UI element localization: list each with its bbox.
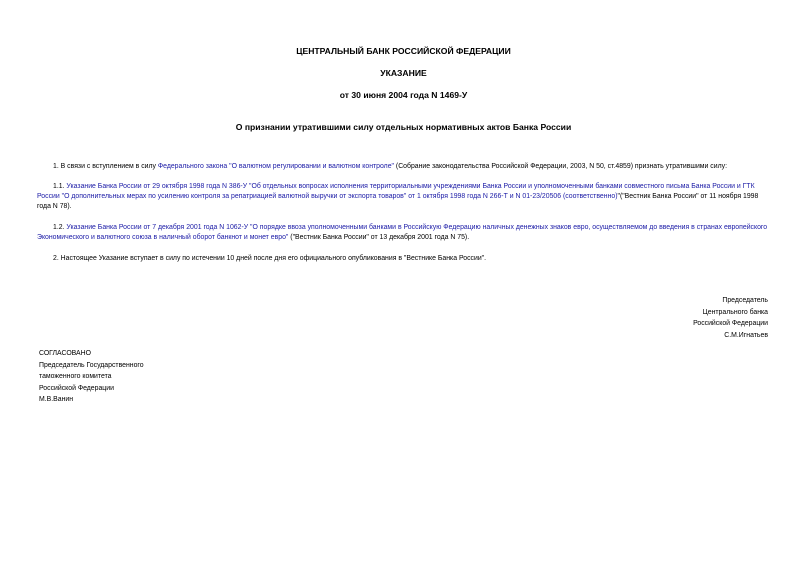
signature-position: Председатель [722, 297, 768, 304]
directive-386-link[interactable]: Указание Банка России от 29 октября 1998 года N 386-У "Об отдельных вопросах исполнения территориальными учреждениями Банка России и уполномоченными банками совместного письма Банка России и ГТК России "О дополнительных мерах по усилению контроля за репатриацией валютной выручки от экспорта товаров" от 1 октября 1998 года N 266-Т и N 01-23/20506 (соответственно) [37, 183, 755, 201]
paragraph-2: 2. Настоящее Указание вступает в силу по истечении 10 дней после дня его официального опубликования в "Вестнике Банка России". [53, 255, 487, 262]
approval-committee: таможенного комитета [39, 373, 112, 380]
approval-country: Российской Федерации [39, 384, 114, 392]
signature-country: Российской Федерации [693, 320, 768, 327]
paragraph-1-1-suffix: "("Вестник Банка России" от 11 ноября 1998 года N 78). [37, 193, 759, 211]
federal-law-link[interactable]: Федерального закона "О валютном регулировании и валютном контроле" [157, 163, 394, 170]
paragraph-1-2-prefix: 1.2. [53, 224, 67, 231]
signature-name: С.М.Игнатьев [724, 331, 768, 339]
paragraph-1-1-prefix: 1.1. [53, 183, 67, 190]
paragraph-1-1 [37, 182, 771, 213]
issuer-heading: ЦЕНТРАЛЬНЫЙ БАНК РОССИЙСКОЙ ФЕДЕРАЦИИ [296, 46, 511, 56]
approval-position: Председатель Государственного [39, 361, 144, 369]
approval-block [39, 348, 144, 406]
document-date-number: от 30 июня 2004 года N 1469-У [339, 90, 468, 100]
signature-organization: Центрального банка [702, 308, 768, 316]
paragraph-1-2 [37, 223, 771, 243]
paragraph-1-2-suffix: ("Вестник Банка России" от 13 декабря 2001 года N 75). [288, 234, 470, 242]
paragraph-1-suffix: (Собрание законодательства Российской Федерации, 2003, N 50, ст.4859) признать утратившими силу: [393, 163, 727, 170]
document-type-heading: УКАЗАНИЕ [380, 68, 427, 78]
paragraph-1 [37, 162, 771, 172]
paragraph-1-prefix: 1. В связи с вступлением в силу [53, 163, 158, 170]
document-title: О признании утратившими силу отдельных нормативных актов Банка России [235, 122, 572, 132]
approval-label: СОГЛАСОВАНО [39, 350, 91, 357]
approval-name: М.В.Ванин [39, 396, 74, 403]
signature-block [693, 295, 768, 341]
directive-1062-link[interactable]: Указание Банка России от 7 декабря 2001 года N 1062-У "О порядке ввоза уполномоченными банками в Российскую Федерацию наличных денежных знаков евро, осуществляемом до введения в странах европейского Экономического и валютного союза в наличный оборот банкнот и монет евро" [37, 224, 768, 242]
